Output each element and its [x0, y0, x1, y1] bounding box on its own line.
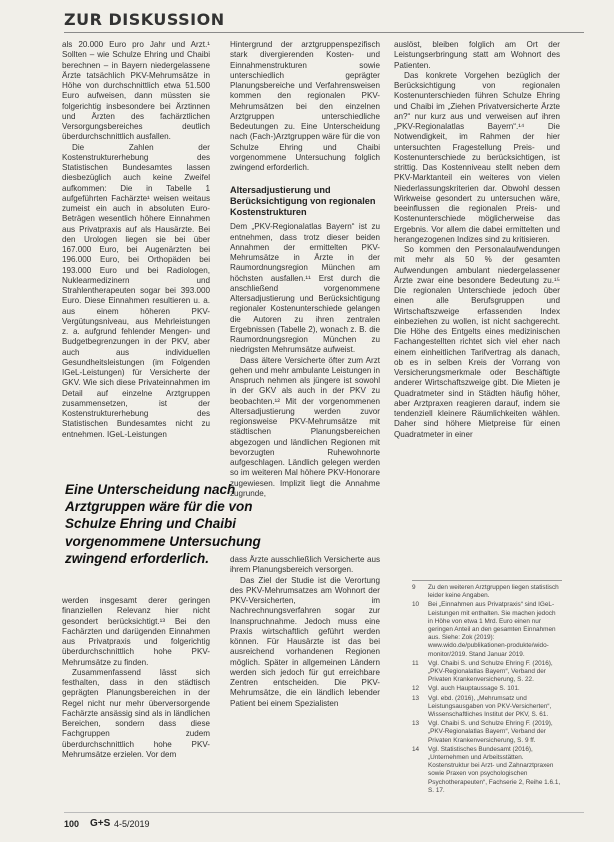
footnotes [412, 584, 562, 796]
footnote [412, 601, 562, 658]
footnote-number: 12 [412, 685, 420, 693]
paragraph: Zusammenfassend lässt sich festhalten, dass in den städtisch geprägten Planungsbereichen in der Regel nicht nur mehr überversorgende Fachärzte ansässig sind als in ländlichen Bereichen, sondern dass diese Fachgruppen zudem überdurchschnittlich hohe PKV-Mehrumsätze erzielen. Vor dem [62, 667, 210, 759]
footnote-text: Vgl. Chaibi S. und Schulze Ehring F. (2016), „PKV-Regionalatlas Bayern“, Verband der Privaten Krankenversicherung, S. 22. [428, 659, 553, 684]
paragraph: dass Ärzte ausschließlich Versicherte aus ihrem Planungsbereich versorgen. [230, 555, 380, 575]
pull-quote: Eine Unterscheidung nach Arztgruppen wäre für die von Schulze Ehring und Chaibi vorgenommene Untersuchung zwingend erforderlich. [65, 482, 261, 566]
footnote [412, 584, 562, 600]
footnote-number: 13 [412, 720, 420, 728]
paragraph: Hintergrund der arztgruppenspezifisch stark divergierenden Kosten- und Einnahmenstrukturen sowie unterschiedlich geprägter Planungsbereiche und Verfahrensweisen kommen den regionalen PKV-Mehrumsätzen bei den einzelnen Arztgruppen unterschiedliche Bedeutungen zu. Eine Unterscheidung nach (Fach-)Arztgruppen wäre für die von Schulze Ehring und Chaibi vorgenommene Untersuchung folglich zwingend erforderlich. [230, 40, 380, 172]
section-header [64, 10, 584, 33]
text-column-1-bottom [62, 596, 210, 760]
footnote-number: 9 [412, 584, 416, 591]
page-number: 100 [64, 819, 80, 829]
journal-name: G+S [90, 818, 111, 829]
footnote [412, 746, 562, 795]
paragraph: Das Ziel der Studie ist die Verortung des PKV-Mehrumsatzes am Wohnort der PKV-Versicherten, im Nachrechnungsverfahren sogar zur Inanspruchnahme. Jedoch muss eine Praxis wirtschaftlich geführt werden können. Für Hausärzte ist das bei ausreichend vorhandenen Regionen möglich. Später in allgemeinen Ländern werden sich jedoch für gut erreichbare Zentren entscheiden. Die PKV-Mehrumsätze, die ein ländlich lebender Patient bei einem Spezialisten [230, 575, 380, 708]
footnote-number: 11 [412, 659, 419, 667]
paragraph: werden insgesamt derer geringen finanziellen Relevanz hier nicht gesondert berücksichtigt.¹³ Bei den Fachärzten und darügenden Einnahmen aus Privatpraxis und folgerichtig überdurchschnittlich hohe PKV-Mehrumsätze zu finden. [62, 596, 210, 667]
footnote-text: Zu den weiteren Arztgruppen liegen statistisch leider keine Angaben. [428, 584, 559, 600]
journal-issue: 4-5/2019 [114, 819, 150, 829]
footnote-divider [412, 580, 562, 581]
page-footer [64, 812, 584, 833]
subheading: Altersadjustierung und Berücksichtigung von regionalen Kostenstrukturen [230, 185, 376, 218]
footnote [412, 660, 562, 685]
footnote-number: 14 [412, 745, 420, 753]
footnote-number: 10 [412, 601, 420, 609]
footnote-text: Bei „Einnahmen aus Privatpraxis“ sind IGeL-Leistungen mit enthalten. Sie machen jedoch in Höhe von etwa 1 Mrd. Euro einen nur geringen Anteil an den gesamten Einnahmen aus. Siehe: Zok (2019): www.wido.de/publikationen-produkte/wido-monitor/2019. Stand Januar 2019. [428, 601, 556, 658]
section-title: ZUR DISKUSSION [64, 10, 225, 29]
footnote [412, 695, 562, 720]
footnote-text: Vgl. Chaibi S. und Schulze Ehring F. (2019), „PKV-Regionalatlas Bayern“, Verband der Privaten Krankenversicherung, S. 9 ff. [428, 720, 553, 744]
text-column-2 [230, 40, 380, 499]
footnote-text: Vgl. auch Hauptaussage S. 101. [428, 685, 520, 693]
text-column-1 [62, 40, 210, 440]
paragraph: So kommen den Personalaufwendungen mit mehr als 50 % der gesamten Aufwendungen ambulant niedergelassener Ärzte zwar eine besondere Bedeutung zu.¹⁵ Die regionalen Unterschiede jedoch über einen alle Berufsgruppen und Wirtschaftszweige erfassenden Index einbeziehen zu wollen, ist nicht sachgerecht. Die Höhe des Entgelts eines medizinischen Fachangestellten richtet sich viel eher nach einem einheitlichen Tarifvertrag als danach, ob es in selben Kreis der Vorrang von Versicherungsmerkmale oder Beschäftigte anderer Wirtschaftszweige gibt. Die Mieten je Quadratmeter sind in Städten häufig höher, aber Arztpraxen reagieren darauf, indem sie tendenziell kleinere Räumlichkeiten wählen. Daher sind höhere Mietpreise für einen Quadratmeter in einer [394, 245, 560, 439]
footnote [412, 685, 562, 693]
paragraph: Die Zahlen der Kostenstrukturerhebung des Statistischen Bundesamtes lassen diesbezüglich auch keine Zweifel aufkommen: Die in Tabelle 1 aufgeführten Fachärzte¹ weisen weitaus zumeist ein auch in absoluten Euro-Beträgen wesentlich höhere Einnahmen aus Privatpraxis auf als Hausärzte. Bei den Urologen liegen sie bei über 167.000 Euro, bei Augenärzten bei 196.000 Euro, bei Orthopäden bei 193.000 Euro und bei Radiologen, Nuklearmedizinern und Strahlentherapeuten sogar bei 393.000 Euro. Diese Einnahmen resultieren u. a. aus einem höheren PKV-Vergütungsniveau, aus Mehrleistungen z. a. aufgrund fehlender Mengen- und Budgetbegrenzungen in der PKV, aber auch aus individuellen Gesundheitsleistungen (im Folgenden IGeL-Leistungen) für Versicherte der GKV. Wie sich diese Privateinnahmen im Detail auf einzelne Arztgruppen zusammensetzen, ist der Kostenstrukturerhebung des Statistischen Bundesamtes nicht zu entnehmen. IGeL-Leistungen [62, 142, 210, 439]
paragraph: Das konkrete Vorgehen bezüglich der Berücksichtigung von regionalen Kostenunterschieden führen Schulze Ehring und Chaibi im „Ziehen Privatversicherte Ärzte an?“ nur kurz aus und verweisen auf ihren „PKV-Regionalatlas Bayern“.¹⁴ Die Notwendigkeit, im Rahmen der hier untersuchten Fragestellung Preis- und Kostenunterschiede zu berücksichtigen, ist strittig. Das Kostenniveau stellt neben dem PKV-Marktanteil ein weiteres von vielen Niederlassungskriterien dar. Obwohl dessen Wirkweise gesondert zu untersuchen wäre, beeinflussen die regionalen Preis- und Kostenunterschiede möglicherweise das Ergebnis. Vor allem die dabei ermittelten und herangezogenen Indizes sind zu kritisieren. [394, 70, 560, 244]
footnote-text: Vgl. Statistisches Bundesamt (2016), „Unternehmen und Arbeitsstätten. Kostenstruktur bei Arzt- und Zahnarztpraxen sowie Praxen von psychologischen Psychotherapeuten“, Fachserie 2, Reihe 1.6.1, S. 17. [428, 745, 561, 794]
text-column-2-bottom [230, 555, 380, 709]
footnote-number: 13 [412, 694, 420, 702]
text-column-3 [394, 40, 560, 440]
paragraph: Dem „PKV-Regionalatlas Bayern“ ist zu entnehmen, dass trotz dieser beiden Annahmen der ermittelten PKV-Mehrumsätze in Ärzte in der Raumordnungsregion München am höchsten ausfallen.¹¹ Erst durch die anschließend vorgenommene Altersadjustierung und Berücksichtigung regionaler Kostenunterschiede gelangen die Autoren zu ihren zentralen Ergebnissen (Tabelle 2), wonach z. B. die Raumordnungsregion München zu niedrigsten Mehrumsätze aufweist. [230, 222, 380, 355]
paragraph: Dass ältere Versicherte öfter zum Arzt gehen und mehr ambulante Leistungen in Anspruch nehmen als jüngere ist sowohl in der GKV als auch in der PKV zu beobachten.¹² Mit der vorgenommenen Altersadjustierung werden zuvor regionsweise PKV-Mehrumsätze mit städtischen Planungsbereichen abgezogen und ländlichen Regionen mit bevorzugten Ruhewohnorte aufgeschlagen. Ländlich gelegen werden so im weiteren Mal höhere PKV-Honorare zugewiesen. Implizit liegt die Annahme zugrunde, [230, 355, 380, 498]
footnote-text: Vgl. ebd. (2016), „Mehrumsatz und Leistungsausgaben von PKV-Versicherten“, Wissenschaftliches Institut der PKV, S. 61. [428, 694, 552, 719]
paragraph: als 20.000 Euro pro Jahr und Arzt.¹ Sollten – wie Schulze Ehring und Chaibi berechnen – in Bayern niedergelassene Ärzte tatsächlich PKV-Mehrumsätze in Höhe von durchschnittlich etwa 51.500 Euro aufweisen, dann müssten sie folgerichtig insbesondere bei Ärztinnen und Ärzten des fachärztlichen Versorgungsbereiches deutlich überdurchschnittlich ausfallen. [62, 40, 210, 142]
footnote [412, 720, 562, 745]
paragraph: auslöst, bleiben folglich am Ort der Leistungserbringung statt am Wohnort des Patienten. [394, 40, 560, 70]
